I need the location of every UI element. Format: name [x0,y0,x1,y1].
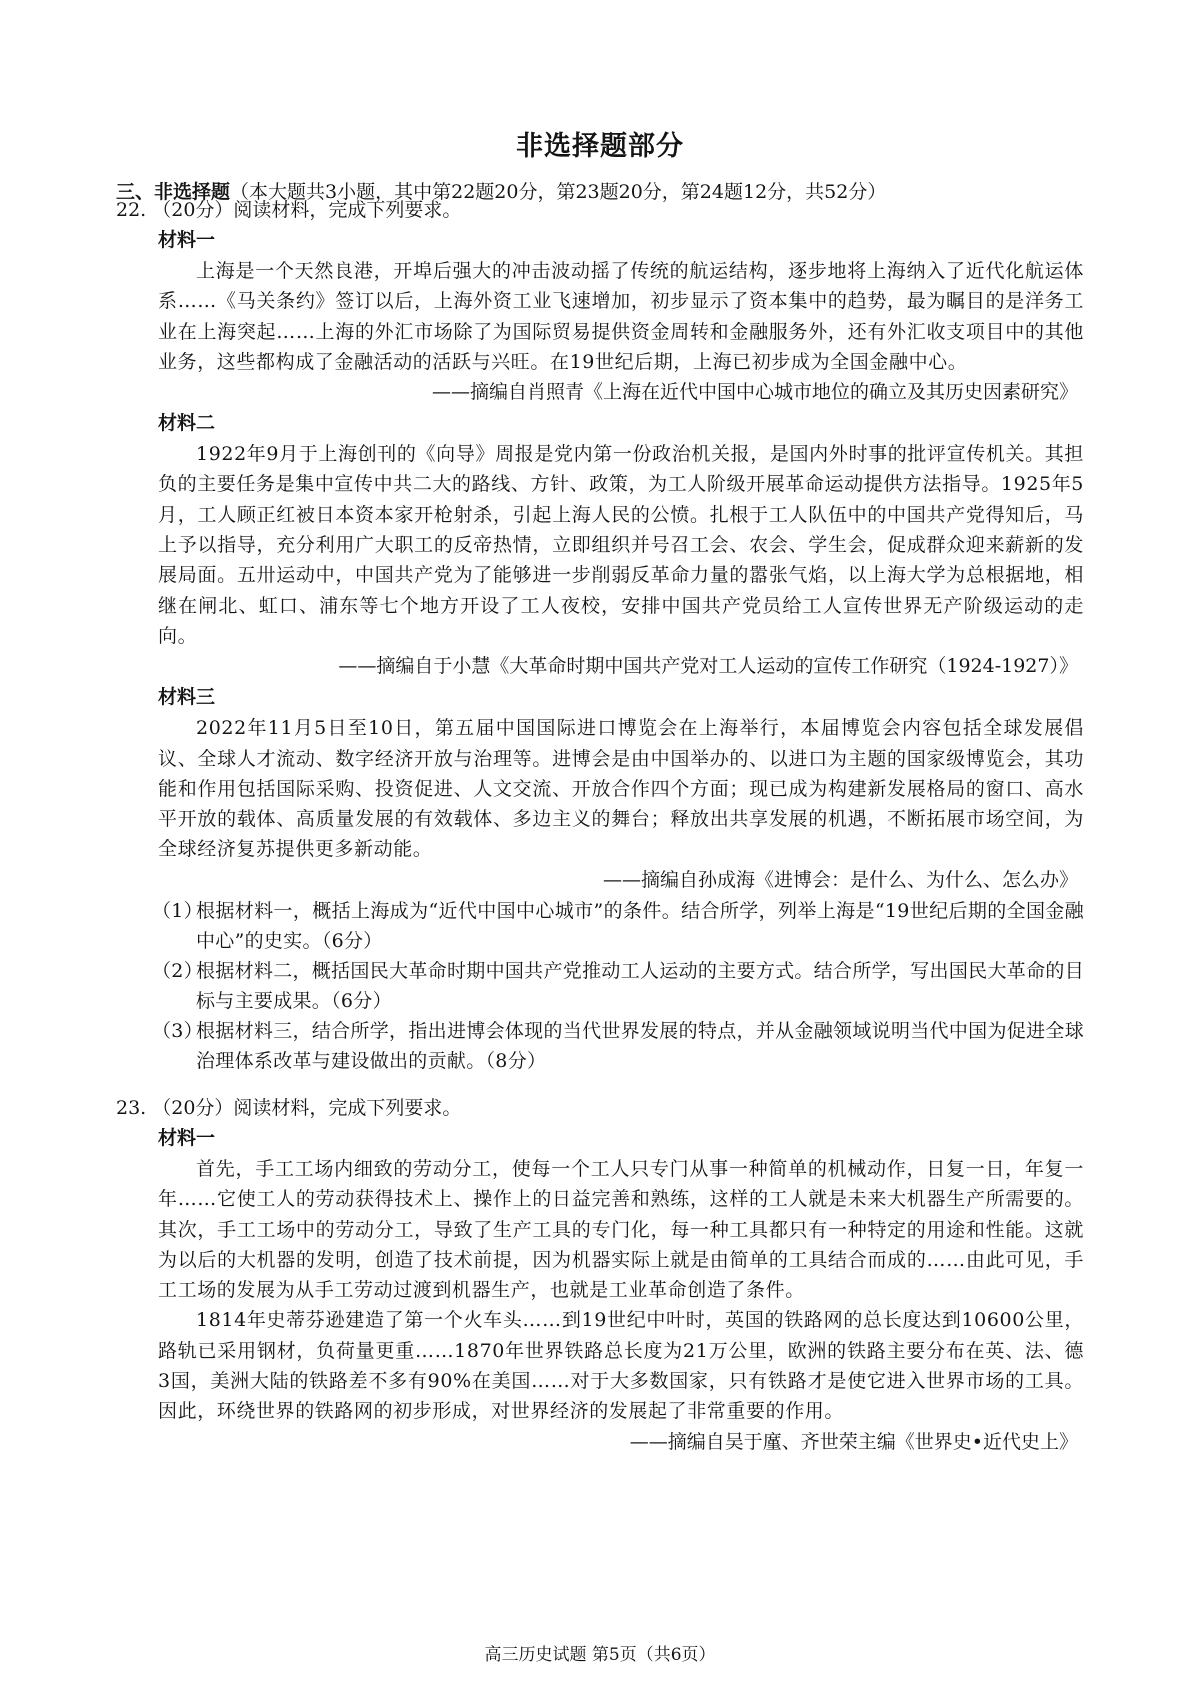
subquestion-text: 根据材料二，概括国民大革命时期中国共产党推动工人运动的主要方式。结合所学，写出国民大革命的目标与主要成果。（6分） [196,959,1084,1012]
subquestion-text: 根据材料一，概括上海成为“近代中国中心城市”的条件。结合所学，列举上海是“19世纪后期的全国金融中心”的史实。（6分） [196,899,1084,952]
question-22-heading: 22. （20分）阅读材料，完成下列要求。 [116,199,462,221]
section-note: （本大题共3小题，其中第22题20分，第23题20分，第24题12分，共52分） [230,181,887,203]
q23-material-1-title: 材料一 [158,1127,216,1149]
q22-subquestion-3 [152,1016,1084,1076]
question-23-heading: 23. （20分）阅读材料，完成下列要求。 [116,1097,462,1119]
subquestion-number: （3） [152,1019,203,1042]
q22-material-2-source: ——摘编自于小慧《大革命时期中国共产党对工人运动的宣传工作研究（1924-1927）》 [338,655,1078,678]
q23-material-1-paragraph-1: 首先，手工工场内细致的劳动分工，使每一个工人只专门从事一种简单的机械动作，日复一日，年复一年……它使工人的劳动获得技术上、操作上的日益完善和熟练，这样的工人就是未来大机器生产所需要的。其次，手工工场中的劳动分工，导致了生产工具的专门化，每一种工具都只有一种特定的用途和性能。这就为以后的大机器的发明，创造了技术前提，因为机器实际上就是由简单的工具结合而成的……由此可见，手工工场的发展为从手工劳动过渡到机器生产，也就是工业革命创造了条件。 [158,1158,1084,1302]
q22-subquestion-2 [152,956,1084,1016]
q22-material-2-title: 材料二 [158,412,216,435]
question-23 [116,1094,1084,1458]
q22-material-1-source: ——摘编自肖照青《上海在近代中国中心城市地位的确立及其历史因素研究》 [431,381,1078,404]
subquestion-number: （1） [152,899,203,922]
subquestion-text: 根据材料三，结合所学，指出进博会体现的当代世界发展的特点，并从金融领域说明当代中国为促进全球治理体系改革与建设做出的贡献。（8分） [196,1019,1084,1072]
page-title: 非选择题部分 [516,131,684,162]
q23-material-1-source: ——摘编自吴于廑、齐世荣主编《世界史•近代史上》 [629,1430,1078,1453]
subquestion-number: （2） [152,959,203,982]
q22-material-3-text: 2022年11月5日至10日，第五届中国国际进口博览会在上海举行，本届博览会内容包括全球发展倡议、全球人才流动、数字经济开放与治理等。进博会是由中国举办的、以进口为主题的国家级博览会，其功能和作用包括国际采购、投资促进、人文交流、开放合作四个方面；现已成为构建新发展格局的窗口、高水平开放的载体、高质量发展的有效载体、多边主义的舞台；释放出共享发展的机遇，不断拓展市场空间，为全球经济复苏提供更多新动能。 [158,717,1084,861]
q22-material-3-title: 材料三 [158,686,216,709]
q22-material-1-title: 材料一 [158,229,216,251]
q22-material-3-source: ——摘编自孙成海《进博会：是什么、为什么、怎么办》 [602,868,1078,891]
q23-material-1-paragraph-2: 1814年史蒂芬逊建造了第一个火车头……到19世纪中叶时，英国的铁路网的总长度达到10600公里，路轨已采用钢材，负荷量更重……1870年世界铁路总长度为21万公里，欧洲的铁路主要分布在英、法、德3国，美洲大陆的铁路差不多有90%在美国……对于大多数国家，只有铁路才是使它进入世界市场的工具。因此，环绕世界的铁路网的初步形成，对世界经济的发展起了非常重要的作用。 [158,1309,1084,1423]
q22-material-1-text: 上海是一个天然良港，开埠后强大的冲击波动摇了传统的航运结构，逐步地将上海纳入了近代化航运体系……《马关条约》签订以后，上海外资工业飞速增加，初步显示了资本集中的趋势，最为瞩目的是洋务工业在上海突起……上海的外汇市场除了为国际贸易提供资金周转和金融服务外，还有外汇收支项目中的其他业务，这些都构成了金融活动的活跃与兴旺。在19世纪后期，上海已初步成为全国金融中心。 [158,260,1084,373]
page-footer: 高三历史试题 第5页（共6页） [484,1645,716,1665]
section-label: 三、非选择题 [116,181,231,203]
question-22 [116,196,1084,1076]
q22-subquestion-1 [152,896,1084,956]
q22-material-2-text: 1922年9月于上海创刊的《向导》周报是党内第一份政治机关报，是国内外时事的批评宣传机关。其担负的主要任务是集中宣传中共二大的路线、方针、政策，为工人阶级开展革命运动提供方法指导。1925年5月，工人顾正红被日本资本家开枪射杀，引起上海人民的公愤。扎根于工人队伍中的中国共产党得知后，马上予以指导，充分利用广大职工的反帝热情，立即组织并号召工会、农会、学生会，促成群众迎来薪新的发展局面。五卅运动中，中国共产党为了能够进一步削弱反革命力量的嚣张气焰，以上海大学为总根据地，相继在闸北、虹口、浦东等七个地方开设了工人夜校，安排中国共产党员给工人宣传世界无产阶级运动的走向。 [158,443,1084,647]
